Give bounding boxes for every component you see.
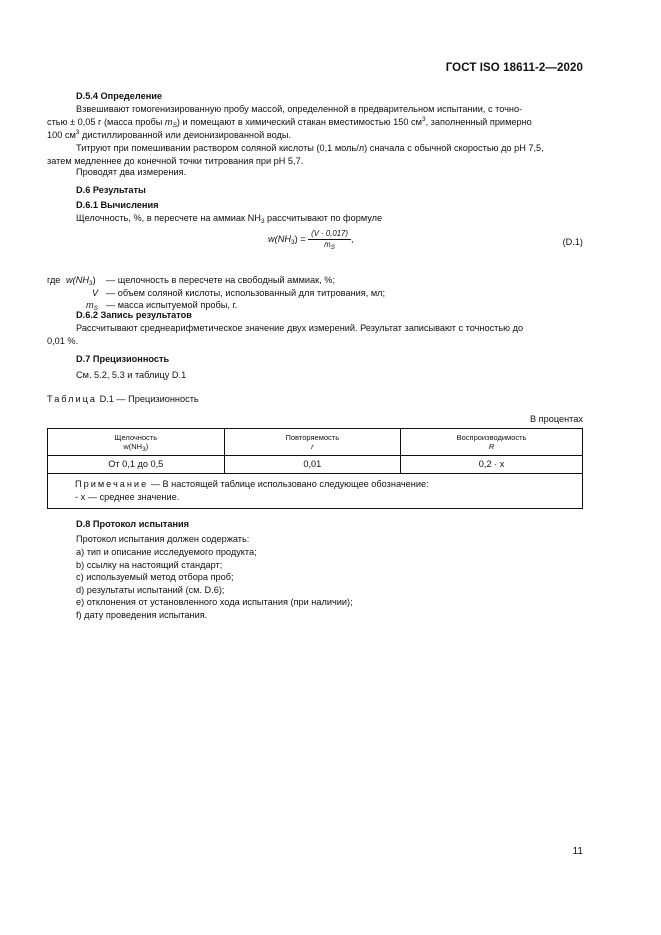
formula-numerator: (V · 0,017) bbox=[308, 229, 351, 240]
list-item: e) отклонения от установленного хода испытания (при наличии); bbox=[76, 597, 353, 608]
table-note-row bbox=[48, 474, 583, 509]
section-heading-d62: D.6.2 Запись результатов bbox=[76, 310, 192, 320]
d62-para-line1: Рассчитывают среднеарифметическое значение двух измерений. Результат записывают с точностью до bbox=[76, 323, 524, 333]
d7-para: См. 5.2, 5.3 и таблицу D.1 bbox=[76, 370, 187, 380]
d54-para2-line1: Титруют при помешивании раствором соляной кислоты (0,1 моль/л) сначала с обычной скоростью до pH 7,5, bbox=[76, 143, 544, 153]
d61-intro: Щелочность, %, в пересчете на аммиак $NH_3$ рассчитывают по формуле bbox=[76, 213, 383, 225]
formula-denominator: m bbox=[324, 240, 331, 249]
legend-m-text: — масса испытуемой пробы, г. bbox=[106, 300, 238, 310]
list-item: a) тип и описание исследуемого продукта; bbox=[76, 547, 257, 557]
table-cell-r: 0,01 bbox=[224, 456, 401, 474]
d8-list bbox=[76, 546, 353, 622]
list-item: f) дату проведения испытания. bbox=[76, 609, 208, 620]
d54-para1-line3: 100 $см^3$ дистиллированной или деионизированной воды. bbox=[47, 129, 291, 140]
d54-para1-line1: Взвешивают гомогенизированную пробу массой, определенной в предварительном испытании, с точно- bbox=[76, 104, 523, 114]
table-caption: Таблица D.1 — Прецизионность bbox=[47, 394, 199, 404]
table-header-alkalinity: Щелочность $w(NH_3)$ bbox=[48, 429, 225, 456]
legend-where: где bbox=[47, 275, 61, 285]
legend-v-text: — объем соляной кислоты, использованный для титрования, мл; bbox=[106, 288, 386, 298]
document-header: ГОСТ ISO 18611-2—2020 bbox=[445, 62, 583, 74]
list-item: d) результаты испытаний (см. D.6); bbox=[76, 584, 225, 595]
formula-fraction: $\frac{(V \cdot 0,017)}{m_S}$ bbox=[308, 229, 351, 250]
table-note: Примечание — В настоящей таблице использовано следующее обозначение: - x — среднее значение. bbox=[48, 474, 583, 509]
table-units: В процентах bbox=[529, 414, 583, 424]
formula-d1: $w(NH_3)$ = $\frac{(V \cdot 0,017)}{m_S}$ , bbox=[268, 229, 354, 251]
section-heading-d8: D.8 Протокол испытания bbox=[76, 519, 190, 529]
d54-para2-line2: затем медленнее до конечной точки титрования при pH 5,7. bbox=[47, 156, 304, 166]
equation-number: (D.1) bbox=[562, 237, 583, 247]
d62-para-line2: 0,01 %. bbox=[47, 336, 79, 346]
section-heading-d6: D.6 Результаты bbox=[76, 185, 146, 195]
legend-v-symbol: V bbox=[92, 288, 99, 298]
table-header-row bbox=[48, 429, 583, 456]
formula-lhs: w(NH bbox=[268, 233, 291, 244]
section-heading-d7: D.7 Прецизионность bbox=[76, 354, 170, 364]
list-item: b) ссылку на настоящий стандарт; bbox=[76, 559, 223, 570]
d54-para1-line2: стью ± 0,05 г (масса пробы $m_S$) и помещают в химический стакан вместимостью 150 $см^3$, заполненный примерно bbox=[47, 116, 532, 129]
precision-table bbox=[47, 428, 583, 509]
legend-w-text: — щелочность в пересчете на свободный аммиак, %; bbox=[106, 275, 336, 285]
section-heading-d61: D.6.1 Вычисления bbox=[76, 200, 159, 210]
section-heading-d54: D.5.4 Определение bbox=[76, 91, 163, 101]
table-cell-R: 0,2 · x bbox=[401, 456, 583, 474]
table-header-reproducibility: Воспроизводимость R bbox=[401, 429, 583, 456]
table-row bbox=[48, 456, 583, 474]
table-cell-range: От 0,1 до 0,5 bbox=[48, 456, 225, 474]
page-number: 11 bbox=[572, 846, 583, 857]
d54-para3: Проводят два измерения. bbox=[76, 167, 187, 177]
d8-intro: Протокол испытания должен содержать: bbox=[76, 534, 250, 544]
list-item: c) используемый метод отбора проб; bbox=[76, 572, 234, 583]
legend-m-symbol: $m_S$ bbox=[86, 300, 98, 312]
table-header-repeatability: Повторяемость r bbox=[224, 429, 401, 456]
legend-w-symbol: $w(NH_3)$ bbox=[66, 275, 96, 287]
